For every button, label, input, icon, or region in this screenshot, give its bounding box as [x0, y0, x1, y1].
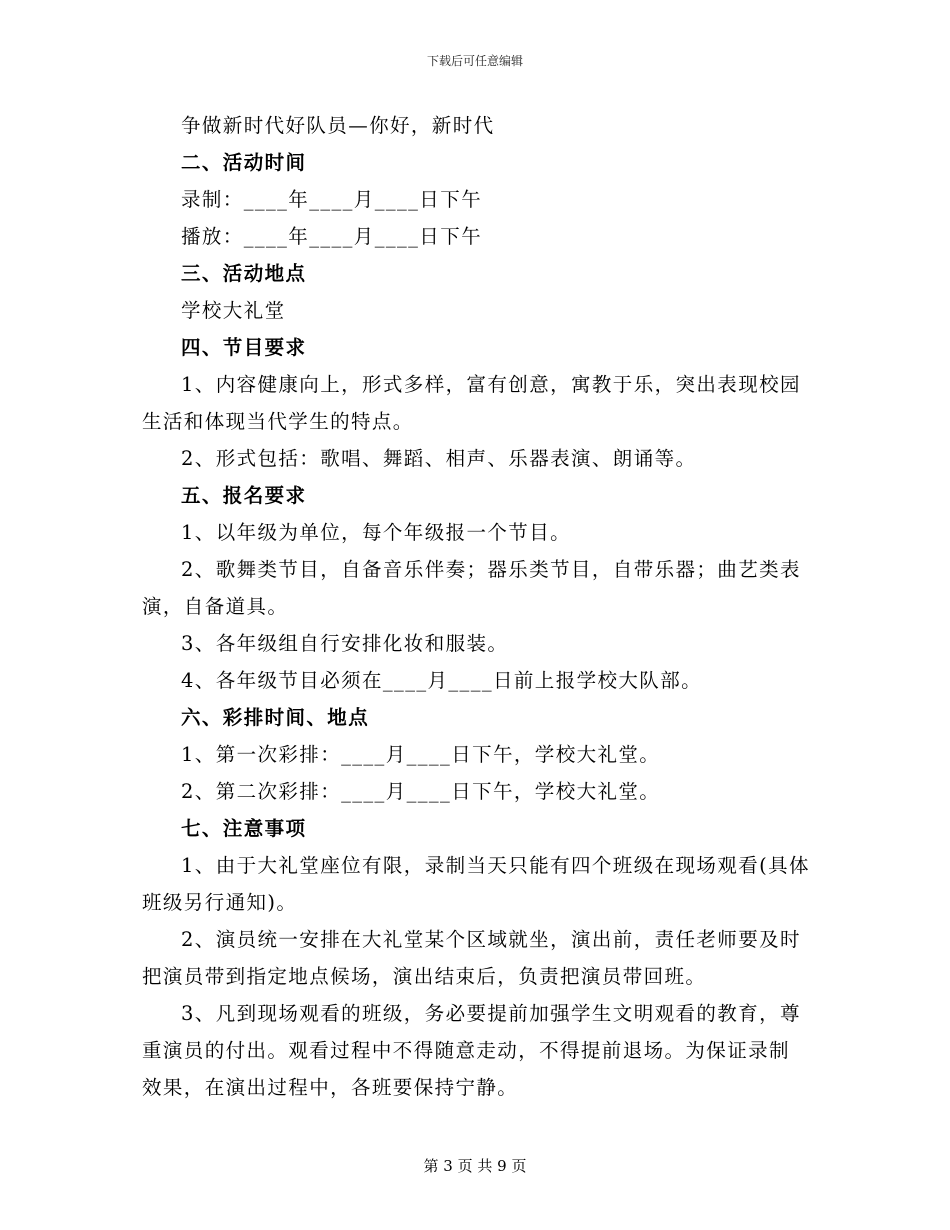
broadcast-date-line: 播放：____年____月____日下午: [181, 225, 482, 248]
section-heading-rehearsal: 六、彩排时间、地点: [181, 706, 370, 729]
section-heading-notes: 七、注意事项: [181, 817, 307, 840]
registration-requirement-2: 2、歌舞类节目，自备音乐伴奏；器乐类节目，自带乐器；曲艺类表演，自备道具。: [142, 558, 801, 618]
rehearsal-item-2: 2、第二次彩排：____月____日下午，学校大礼堂。: [181, 780, 661, 803]
notes-item-1: 1、由于大礼堂座位有限，录制当天只能有四个班级在现场观看(具体班级另行通知)。: [142, 854, 810, 914]
registration-requirement-3: 3、各年级组自行安排化妆和服装。: [181, 632, 509, 655]
location-line: 学校大礼堂: [181, 299, 286, 322]
page-number-footer: 第 3 页 共 9 页: [423, 1157, 527, 1175]
notes-item-3: 3、凡到现场观看的班级，务必要提前加强学生文明观看的教育，尊重演员的付出。观看过程中不得随意走动，不得提前退场。为保证录制效果，在演出过程中，各班要保持宁静。: [142, 1002, 801, 1099]
page-header-note: 下载后可任意编辑: [426, 54, 523, 68]
recording-date-line: 录制：____年____月____日下午: [181, 188, 482, 211]
program-requirement-1: 1、内容健康向上，形式多样，富有创意，寓教于乐，突出表现校园生活和体现当代学生的特点。: [142, 373, 801, 433]
registration-requirement-4: 4、各年级节目必须在____月____日前上报学校大队部。: [181, 669, 703, 692]
section-heading-registration: 五、报名要求: [181, 484, 307, 507]
rehearsal-item-1: 1、第一次彩排：____月____日下午，学校大礼堂。: [181, 743, 661, 766]
program-requirement-2: 2、形式包括：歌唱、舞蹈、相声、乐器表演、朗诵等。: [181, 447, 697, 470]
section-heading-location: 三、活动地点: [181, 262, 307, 285]
registration-requirement-1: 1、以年级为单位，每个年级报一个节目。: [181, 521, 572, 544]
notes-item-2: 2、演员统一安排在大礼堂某个区域就坐，演出前，责任老师要及时把演员带到指定地点候场，演出结束后，负责把演员带回班。: [142, 928, 801, 988]
document-body: [142, 107, 810, 1106]
section-heading-program-requirements: 四、节目要求: [181, 336, 307, 359]
section-heading-time: 二、活动时间: [181, 151, 307, 174]
program-title-line: 争做新时代好队员—你好，新时代: [181, 114, 495, 137]
